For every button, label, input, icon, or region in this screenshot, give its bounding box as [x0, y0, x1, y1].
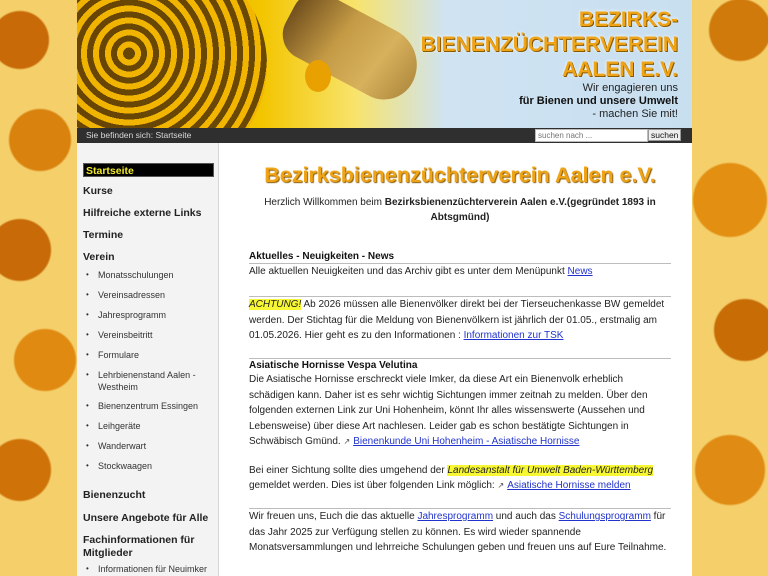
search-input[interactable]	[535, 129, 648, 142]
sidebar-subitem-label: • Leihgeräte	[98, 421, 141, 431]
sidebar-subitem-stockwaagen[interactable]	[86, 460, 211, 472]
hornisse-text: Die Asiatische Hornisse erschreckt viele Imker, da diese Art ein Bienenvolk erheblich schädigen kann. Daher ist es sehr wichtig Sichtungen immer zeitnah zu melden. Über den folgenden externen Link zur Uni Hohenheim, könnt Ihr alles wissenswerte (Aussehen und Lebensweise) über diese Art nachlesen. Leider gab es schon bestätigte Sichtungen in Schwäbisch Gmünd.	[249, 374, 648, 447]
sidebar-subitem-wanderwart[interactable]	[86, 440, 211, 452]
news-link[interactable]: News	[567, 266, 593, 277]
navbar	[77, 128, 692, 143]
tagline	[519, 82, 678, 121]
sidebar-item-fachinformationen[interactable]: Fachinformationen für Mitglieder	[83, 534, 195, 559]
site-title-line: AALEN E.V.	[562, 58, 678, 81]
sidebar-subitem-label: • Monatsschulungen	[98, 270, 174, 280]
sidebar	[77, 143, 219, 576]
sidebar-subitem-formulare[interactable]	[86, 349, 211, 361]
external-link-icon: ↗	[497, 481, 505, 490]
sidebar-subitem-label: • Jahresprogramm	[98, 310, 167, 320]
sidebar-subitem-vereinsadressen[interactable]	[86, 289, 211, 301]
sidebar-item-bienenzucht[interactable]: Bienenzucht	[83, 489, 146, 501]
programm-text: und auch das	[493, 511, 559, 522]
sidebar-subitem-label: • Informationen für Neuimker	[98, 564, 208, 574]
report-prefix: Bei einer Sichtung sollte dies umgehend der	[249, 464, 448, 476]
programm-text: für das Jahr 2025 zur Verfügung stellen zu können. Es wird wieder spannende Monatsversammlungen und lehrreiche Schulungen geben und freuen uns auf Eure Teilnahme.	[249, 511, 667, 553]
sidebar-subitem-label: • Wanderwart	[98, 441, 147, 451]
sidebar-subitem-label: • Vereinsadressen	[98, 290, 166, 300]
programm-text: Wir freuen uns, Euch die das aktuelle	[249, 511, 418, 522]
welcome-bold: Bezirksbienenzüchterverein Aalen e.V.(gegründet 1893 in Abtsgmünd)	[384, 197, 656, 223]
news-section	[249, 250, 671, 280]
achtung-text: Ab 2026 müssen alle Bienenvölker direkt bei der Tierseuchenkasse BW gemeldet werden. Der Stichtag für die Meldung von Bienenvölkern ist jährlich der 01.05., erstmalig am 01.05.2026. Hier geht es zu den Informationen :	[249, 299, 665, 341]
sidebar-item-angebote[interactable]: Unsere Angebote für Alle	[83, 512, 209, 524]
hornisse-melden-link[interactable]: Asiatische Hornisse melden	[507, 480, 631, 491]
sidebar-item-termine[interactable]: Termine	[83, 229, 124, 241]
tagline-bold: für Bienen und unsere Umwelt	[519, 95, 678, 107]
page-title: Bezirksbienenzüchterverein Aalen e.V.	[264, 163, 656, 187]
page-container	[77, 0, 692, 576]
schulungsprogramm-link[interactable]: Schulungsprogramm	[558, 511, 651, 522]
achtung-section	[249, 296, 671, 344]
news-heading: Aktuelles - Neuigkeiten - News	[249, 251, 395, 262]
sidebar-item-links[interactable]: Hilfreiche externe Links	[83, 207, 202, 219]
bee-image	[274, 0, 430, 111]
sidebar-subitem-label: • Lehrbienenstand Aalen - Westheim	[98, 370, 196, 392]
sidebar-subitem-jahresprogramm[interactable]	[86, 309, 211, 321]
tagline-line: - machen Sie mit!	[592, 108, 678, 120]
hornisse-heading: Asiatische Hornisse Vespa Velutina	[249, 360, 418, 371]
report-suffix: gemeldet werden. Dies ist über folgenden Link möglich:	[249, 480, 498, 491]
hohenheim-link[interactable]: Bienenkunde Uni Hohenheim - Asiatische Hornisse	[353, 436, 580, 447]
search-button[interactable]: suchen	[648, 129, 681, 141]
achtung-highlight: ACHTUNG!	[249, 299, 302, 310]
sidebar-item-verein[interactable]: Verein	[83, 251, 115, 263]
sidebar-item-startseite[interactable]: Startseite	[83, 163, 214, 177]
pollen-image	[305, 60, 331, 92]
jahresprogramm-link[interactable]: Jahresprogramm	[417, 511, 494, 522]
site-title-line: BIENENZÜCHTERVEREIN	[420, 33, 678, 56]
sidebar-subitem-label: • Formulare	[98, 350, 140, 360]
site-title	[421, 7, 678, 82]
sidebar-subitem-monatsschulungen[interactable]	[86, 269, 211, 281]
sidebar-item-kurse[interactable]: Kurse	[83, 185, 113, 197]
site-title-line: BEZIRKS-	[578, 8, 678, 31]
sidebar-subitem-label: • Vereinsbeitritt	[98, 330, 153, 340]
sidebar-subitem-bienenzentrum[interactable]	[86, 400, 211, 412]
news-text: Alle aktuellen Neuigkeiten und das Archiv gibt es unter dem Menüpunkt	[249, 266, 568, 277]
sidebar-subitem-neuimker[interactable]	[86, 563, 211, 575]
breadcrumb: Sie befinden sich: Startseite	[86, 130, 192, 140]
external-link-icon: ↗	[343, 437, 351, 446]
welcome-prefix: Herzlich Willkommen beim	[264, 197, 385, 208]
programm-section	[249, 508, 671, 556]
sidebar-subitem-lehrbienenstand[interactable]	[86, 369, 211, 393]
tagline-line: Wir engagieren uns	[582, 82, 678, 94]
sunflower-image	[77, 0, 267, 128]
sidebar-subitem-leihgeraete[interactable]	[86, 420, 211, 432]
lubw-highlight: Landesanstalt für Umwelt Baden-Württemberg	[447, 464, 654, 476]
sidebar-subitem-label: • Stockwaagen	[98, 461, 153, 471]
sidebar-subitem-vereinsbeitritt[interactable]	[86, 329, 211, 341]
welcome-text	[249, 195, 671, 225]
header-banner	[77, 0, 692, 128]
sidebar-subitem-label: • Bienenzentrum Essingen	[98, 401, 199, 411]
tsk-link[interactable]: Informationen zur TSK	[463, 330, 564, 341]
hornisse-section	[249, 358, 671, 494]
